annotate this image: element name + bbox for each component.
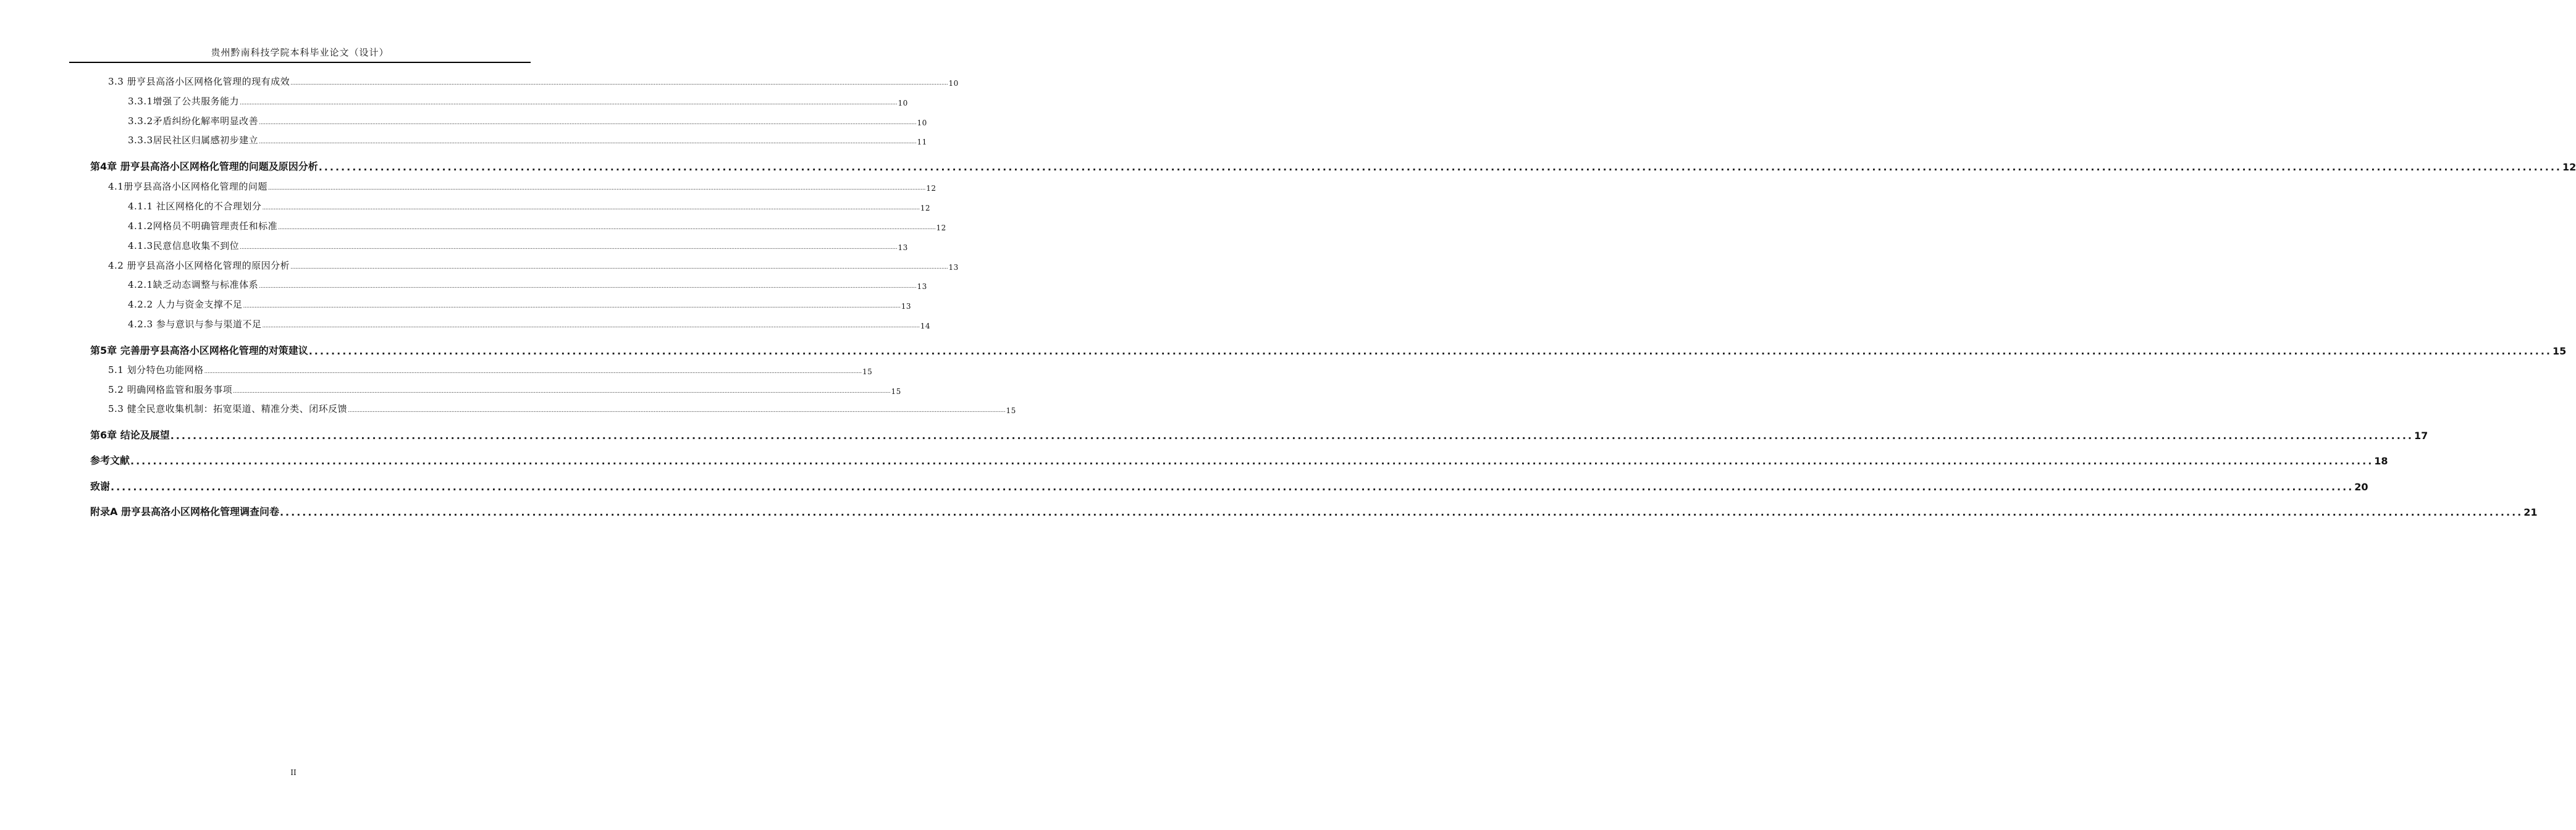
toc-entry-title: 4.1册亨县高洛小区网格化管理的问题 (108, 181, 267, 192)
toc-entry-page: 12 (2562, 161, 2576, 173)
toc-entry[interactable] (108, 75, 959, 88)
toc-leader: ................................................................................................................................................................................................................................................................................................................................................................................................................ (170, 430, 2414, 442)
toc-entry-title: 4.1.2网格员不明确管理责任和标准 (128, 220, 278, 232)
toc-chapter-entry[interactable] (90, 428, 2428, 442)
toc-entry-page: 15 (862, 367, 873, 376)
toc-entry-page: 13 (917, 282, 927, 291)
toc-entry[interactable] (128, 200, 931, 212)
toc-leader: ................................................................................................................................................................................................................................................................................................................................................................................................................ (204, 369, 862, 375)
toc-entry-title: 3.3 册亨县高洛小区网格化管理的现有成效 (108, 76, 290, 87)
toc-leader: ................................................................................................................................................................................................................................................................................................................................................................................................................ (240, 245, 898, 251)
toc-entry-page: 17 (2414, 430, 2428, 442)
toc-entry[interactable] (128, 115, 927, 127)
toc-leader: ................................................................................................................................................................................................................................................................................................................................................................................................................ (308, 345, 2552, 357)
toc-entry-page: 20 (2354, 481, 2368, 493)
toc-entry-page: 13 (898, 243, 908, 252)
toc-entry-title: 第6章 结论及展望 (90, 429, 170, 441)
page-number: II (290, 768, 297, 777)
toc-entry-title: 4.2.2 人力与资金支撑不足 (128, 299, 243, 310)
toc-entry[interactable] (128, 279, 927, 291)
toc-entry-title: 致谢 (90, 480, 111, 492)
toc-entry-title: 3.3.3居民社区归属感初步建立 (128, 135, 259, 146)
toc-entry-title: 第4章 册亨县高洛小区网格化管理的问题及原因分析 (90, 161, 318, 172)
toc-leader: ................................................................................................................................................................................................................................................................................................................................................................................................................ (259, 139, 917, 145)
toc-entry[interactable] (128, 134, 927, 146)
toc-leader: ................................................................................................................................................................................................................................................................................................................................................................................................................ (262, 323, 920, 329)
toc-leader: ................................................................................................................................................................................................................................................................................................................................................................................................................ (290, 80, 948, 86)
toc-entry-page: 12 (920, 204, 931, 212)
toc-chapter-entry[interactable] (90, 453, 2388, 467)
toc-leader: ................................................................................................................................................................................................................................................................................................................................................................................................................ (278, 225, 936, 231)
toc-chapter-entry[interactable] (90, 343, 2567, 357)
running-header: 贵州黔南科技学院本科毕业论文（设计） (211, 47, 389, 58)
toc-entry-title: 4.1.3民意信息收集不到位 (128, 240, 240, 251)
toc-entry-title: 第5章 完善册亨县高洛小区网格化管理的对策建议 (90, 345, 308, 356)
toc-leader: ................................................................................................................................................................................................................................................................................................................................................................................................................ (348, 408, 1006, 414)
toc-leader: ................................................................................................................................................................................................................................................................................................................................................................................................................ (233, 388, 891, 395)
toc-entry[interactable] (128, 298, 912, 311)
toc-chapter-entry[interactable] (90, 479, 2368, 493)
toc-entry-page: 11 (917, 138, 927, 146)
toc-leader: ................................................................................................................................................................................................................................................................................................................................................................................................................ (130, 455, 2374, 467)
toc-leader: ................................................................................................................................................................................................................................................................................................................................................................................................................ (290, 264, 948, 270)
toc-entry-title: 5.3 健全民意收集机制：拓宽渠道、精准分类、闭环反馈 (108, 403, 348, 414)
toc-entry-page: 15 (2552, 345, 2567, 357)
toc-leader: ................................................................................................................................................................................................................................................................................................................................................................................................................ (279, 506, 2523, 518)
toc-entry-title: 4.2.1缺乏动态调整与标准体系 (128, 279, 259, 290)
toc-entry[interactable] (108, 403, 1016, 415)
toc-entry-page: 15 (891, 387, 901, 396)
toc-leader: ................................................................................................................................................................................................................................................................................................................................................................................................................ (318, 161, 2562, 173)
toc-leader: ................................................................................................................................................................................................................................................................................................................................................................................................................ (267, 185, 926, 191)
toc-entry-title: 4.2.3 参与意识与参与渠道不足 (128, 319, 262, 330)
toc-entry[interactable] (128, 220, 946, 232)
toc-entry[interactable] (108, 180, 937, 193)
toc-entry[interactable] (128, 318, 931, 330)
toc-leader: ................................................................................................................................................................................................................................................................................................................................................................................................................ (243, 303, 901, 309)
toc-entry-page: 14 (920, 322, 931, 330)
toc-entry-page: 21 (2523, 506, 2538, 518)
toc-entry[interactable] (108, 259, 959, 272)
toc-entry-page: 10 (917, 119, 927, 127)
toc-entry[interactable] (108, 364, 873, 376)
toc-entry-title: 3.3.1增强了公共服务能力 (128, 96, 240, 107)
toc-entry-title: 4.2 册亨县高洛小区网格化管理的原因分析 (108, 260, 290, 271)
toc-leader: ................................................................................................................................................................................................................................................................................................................................................................................................................ (259, 120, 917, 126)
toc-entry-title: 附录A 册亨县高洛小区网格化管理调查问卷 (90, 506, 279, 518)
toc-entry-page: 15 (1006, 406, 1016, 415)
toc-entry[interactable] (128, 95, 908, 107)
toc-entry-title: 4.1.1 社区网格化的不合理划分 (128, 201, 262, 212)
toc-entry-page: 13 (948, 263, 959, 272)
toc-entry-page: 12 (936, 224, 946, 232)
toc-leader: ................................................................................................................................................................................................................................................................................................................................................................................................................ (259, 283, 917, 290)
toc-entry-title: 3.3.2矛盾纠纷化解率明显改善 (128, 115, 259, 127)
toc-entry-title: 5.2 明确网格监管和服务事项 (108, 384, 233, 395)
toc-entry-title: 参考文献 (90, 455, 130, 466)
toc-entry-page: 10 (948, 79, 959, 88)
toc-entry[interactable] (108, 384, 901, 396)
toc-chapter-entry[interactable] (90, 159, 2576, 173)
toc-entry[interactable] (128, 240, 908, 252)
toc-chapter-entry[interactable] (90, 505, 2538, 518)
toc-entry-title: 5.1 划分特色功能网格 (108, 364, 204, 375)
toc-entry-page: 12 (926, 184, 937, 193)
toc-leader: ................................................................................................................................................................................................................................................................................................................................................................................................................ (262, 205, 920, 211)
toc-entry-page: 18 (2374, 455, 2388, 467)
toc-entry-page: 10 (898, 99, 908, 107)
toc-leader: ................................................................................................................................................................................................................................................................................................................................................................................................................ (240, 100, 898, 106)
toc-leader: ................................................................................................................................................................................................................................................................................................................................................................................................................ (111, 481, 2354, 493)
toc-entry-page: 13 (901, 302, 912, 311)
